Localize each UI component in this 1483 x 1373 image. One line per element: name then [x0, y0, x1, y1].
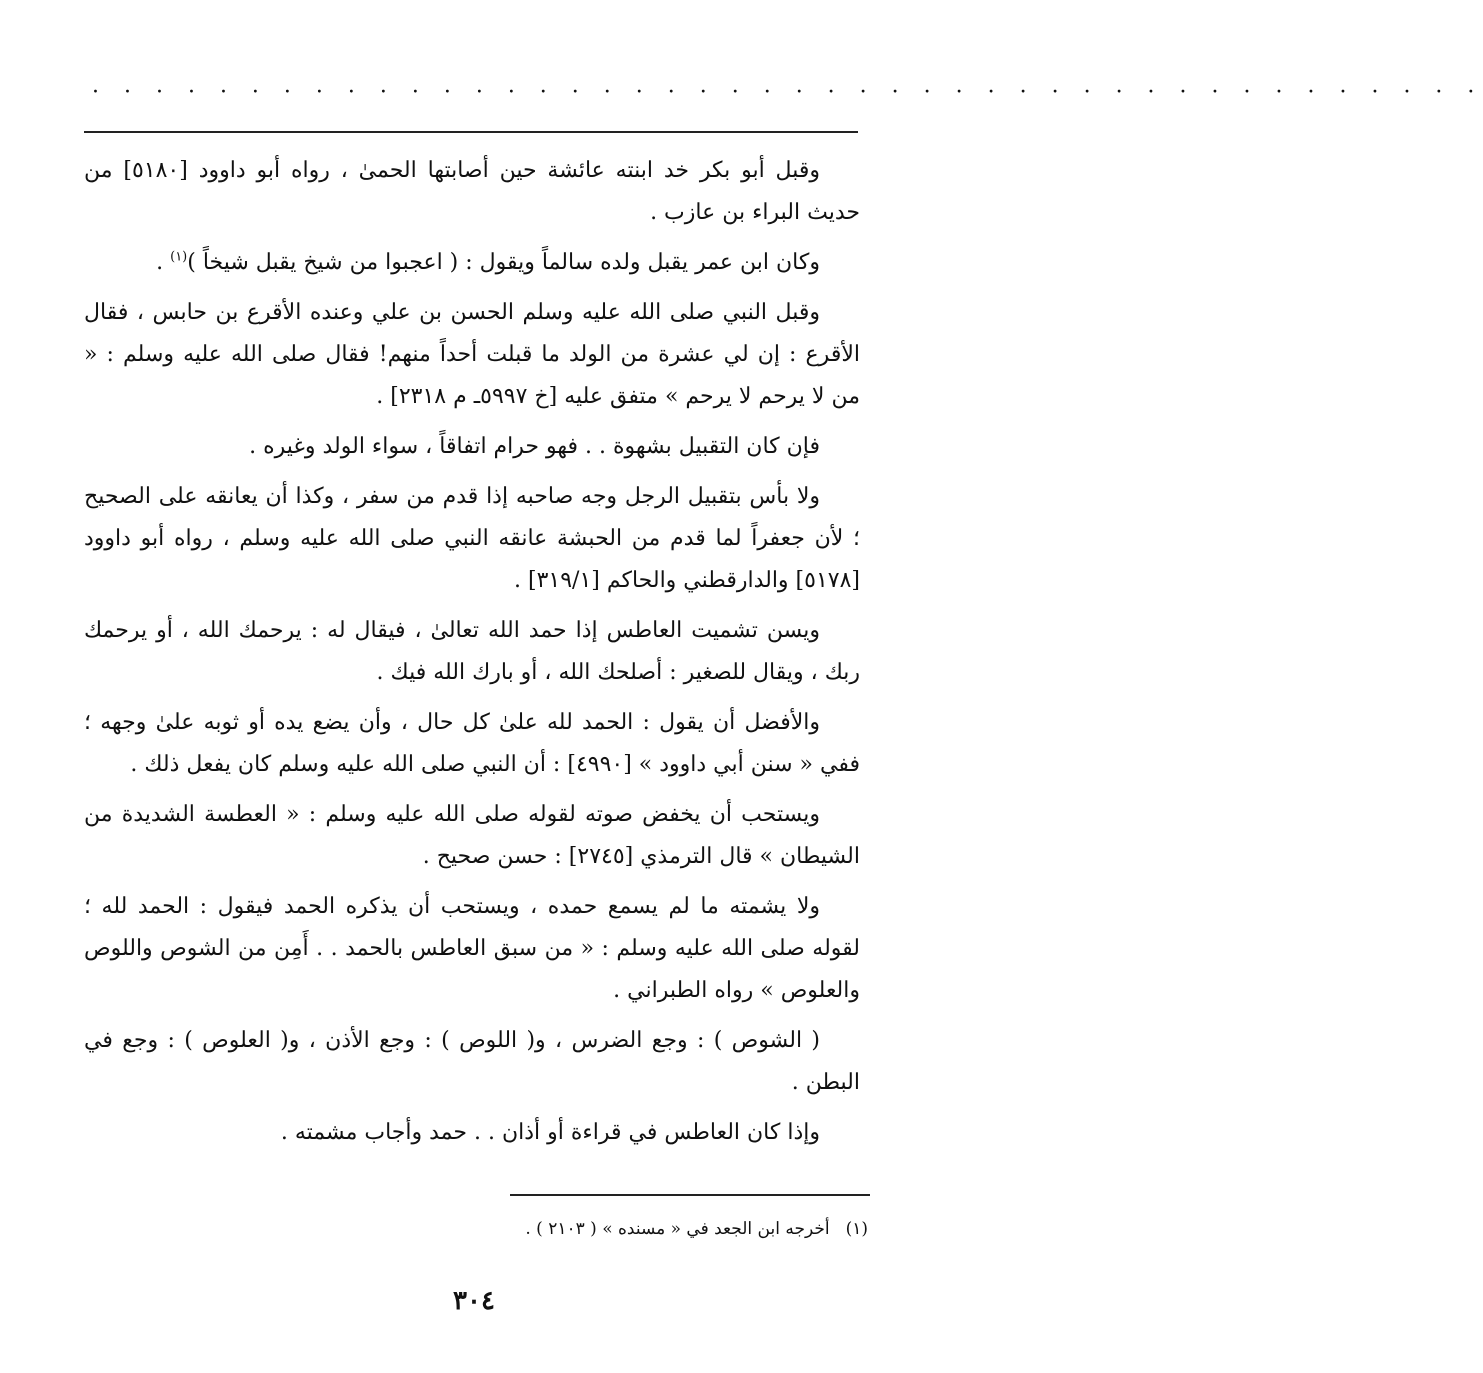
footnote [168, 1216, 868, 1242]
paragraph-text: وكان ابن عمر يقبل ولده سالماً ويقول : ( اعجبوا من شيخ يقبل شيخاً ) [187, 250, 820, 275]
main-text [84, 150, 860, 1162]
paragraph: وقبل النبي صلى الله عليه وسلم الحسن بن علي وعنده الأقرع بن حابس ، فقال الأقرع : إن لي عشرة من الولد ما قبلت أحداً منهم! فقال صلى الله عليه وسلم : « من لا يرحم لا يرحم » متفق عليه [خ ٥٩٩٧ـ م ٢٣١٨] . [84, 300, 860, 409]
paragraph: وإذا كان العاطس في قراءة أو أذان . . حمد وأجاب مشمته . [280, 1120, 820, 1145]
paragraph [84, 242, 860, 284]
page-number: ٣٠٤ [453, 1286, 495, 1316]
paragraph: ويسن تشميت العاطس إذا حمد الله تعالىٰ ، فيقال له : يرحمك الله ، أو يرحمك ربك ، ويقال للصغير : أصلحك الله ، أو بارك الله فيك . [84, 618, 860, 685]
footnote-text: أخرجه ابن الجعد في « مسنده » ( ٢١٠٣ ) . [525, 1219, 830, 1239]
header-dots: · · · · · · · · · · · · · · · · · · · · · · · · · · · · · · · · · · · · · · · · · · · · [92, 80, 1483, 105]
footnote-rule [510, 1194, 870, 1196]
footnote-reference[interactable]: (١) [170, 249, 188, 265]
paragraph: وقبل أبو بكر خد ابنته عائشة حين أصابتها الحمىٰ ، رواه أبو داوود [٥١٨٠] من حديث البراء بن عازب . [84, 158, 860, 225]
paragraph: ويستحب أن يخفض صوته لقوله صلى الله عليه وسلم : « العطسة الشديدة من الشيطان » قال الترمذي [٢٧٤٥] : حسن صحيح . [84, 802, 860, 869]
paragraph: والأفضل أن يقول : الحمد لله علىٰ كل حال ، وأن يضع يده أو ثوبه علىٰ وجهه ؛ ففي « سنن أبي داوود » [٤٩٩٠] : أن النبي صلى الله عليه وسلم كان يفعل ذلك . [84, 710, 860, 777]
footnote-number: (١) [845, 1219, 868, 1239]
paragraph: ولا يشمته ما لم يسمع حمده ، ويستحب أن يذكره الحمد فيقول : الحمد لله ؛ لقوله صلى الله عليه وسلم : « من سبق العاطس بالحمد . . أَمِن من الشوص واللوص والعلوص » رواه الطبراني . [84, 894, 860, 1003]
paragraph: ولا بأس بتقبيل الرجل وجه صاحبه إذا قدم من سفر ، وكذا أن يعانقه على الصحيح ؛ لأن جعفراً لما قدم من الحبشة عانقه النبي صلى الله عليه وسلم ، رواه أبو داوود [٥١٧٨] والدارقطني والحاكم [٣١٩/١] . [84, 484, 860, 593]
paragraph-tail: . [156, 250, 171, 275]
paragraph: ( الشوص ) : وجع الضرس ، و( اللوص ) : وجع الأذن ، و( العلوص ) : وجع في البطن . [84, 1028, 860, 1095]
header-rule [84, 131, 858, 133]
paragraph: فإن كان التقبيل بشهوة . . فهو حرام اتفاقاً ، سواء الولد وغيره . [249, 434, 820, 459]
